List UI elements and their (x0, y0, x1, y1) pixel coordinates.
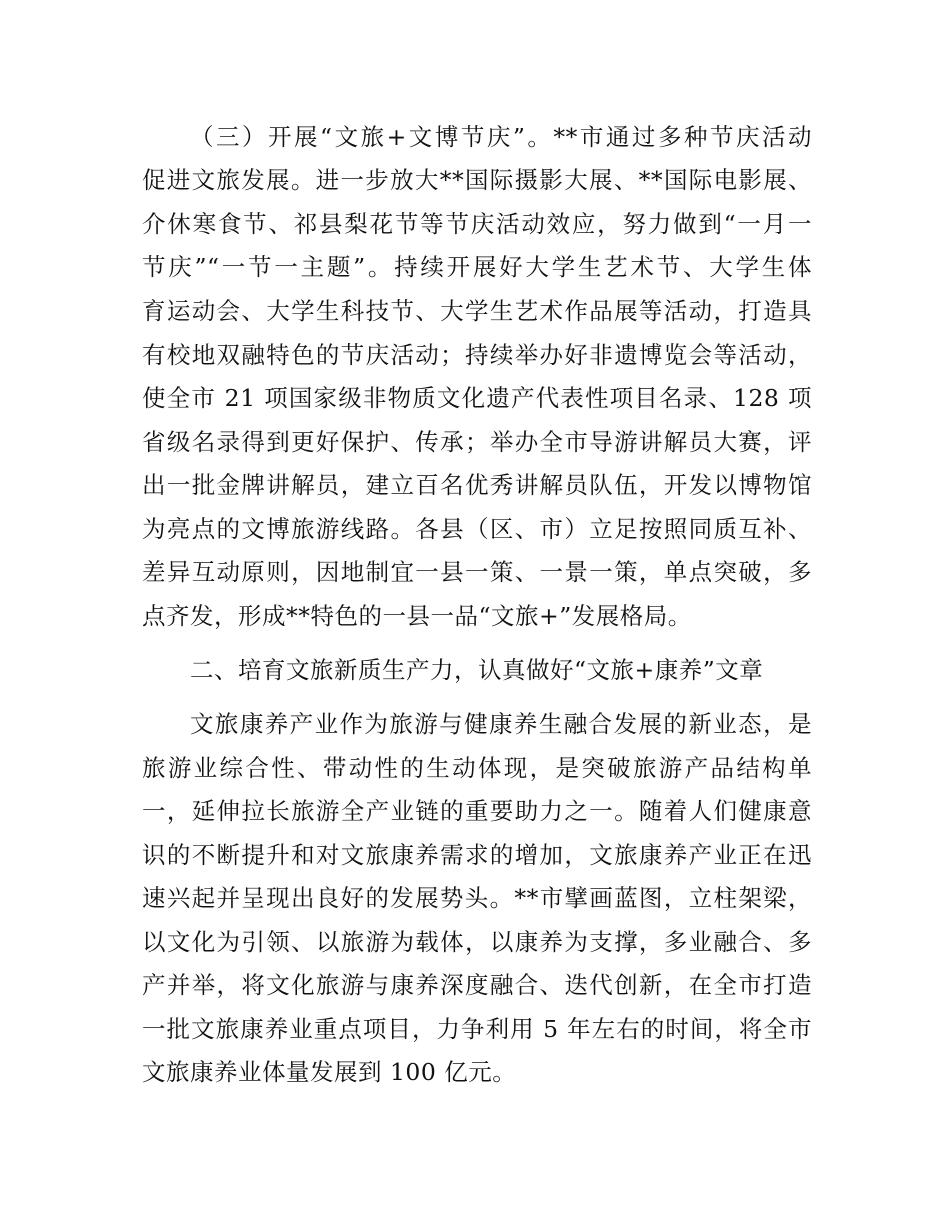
text-line: 育运动会、大学生科技节、大学生艺术作品展等活动，打造具 (142, 297, 812, 325)
text-line: 以文化为引领、以旅游为载体，以康养为支撑，多业融合、多 (142, 928, 812, 956)
text-line: 差异互动原则，因地制宜一县一策、一景一策，单点突破，多 (142, 558, 812, 586)
text-line: 促进文旅发展。进一步放大**国际摄影大展、**国际电影展、 (142, 166, 812, 194)
text-line: 点齐发，形成**特色的一县一品“文旅+”发展格局。 (142, 602, 692, 630)
text-line: 文旅康养业体量发展到 100 亿元。 (142, 1058, 517, 1086)
text-line: 一批文旅康养业重点项目，力争利用 5 年左右的时间，将全市 (142, 1015, 812, 1043)
text-line: 有校地双融特色的节庆活动；持续举办好非遗博览会等活动， (142, 341, 812, 369)
text-line: （三）开展“文旅+文博节庆”。**市通过多种节庆活动 (190, 123, 812, 151)
text-line: 节庆”“一节一主题”。持续开展好大学生艺术节、大学生体 (142, 253, 812, 281)
text-line: 旅游业综合性、带动性的生动体现，是突破旅游产品结构单 (142, 754, 812, 782)
text-line: 介休寒食节、祁县梨花节等节庆活动效应，努力做到“一月一 (142, 210, 812, 238)
text-line: 为亮点的文博旅游线路。各县（区、市）立足按照同质互补、 (142, 515, 812, 543)
section-heading: 二、培育文旅新质生产力，认真做好“文旅+康养”文章 (190, 656, 764, 684)
text-line: 省级名录得到更好保护、传承；举办全市导游讲解员大赛，评 (142, 428, 812, 456)
text-line: 产并举，将文化旅游与康养深度融合、迭代创新，在全市打造 (142, 971, 812, 999)
text-line: 速兴起并呈现出良好的发展势头。**市擘画蓝图，立柱架梁， (142, 884, 812, 912)
text-line: 一，延伸拉长旅游全产业链的重要助力之一。随着人们健康意 (142, 797, 812, 825)
text-line: 识的不断提升和对文旅康养需求的增加，文旅康养产业正在迅 (142, 841, 812, 869)
text-line: 出一批金牌讲解员，建立百名优秀讲解员队伍，开发以博物馆 (142, 471, 812, 499)
text-line: 文旅康养产业作为旅游与健康养生融合发展的新业态，是 (190, 710, 812, 738)
text-line: 使全市 21 项国家级非物质文化遗产代表性项目名录、128 项 (142, 384, 812, 412)
